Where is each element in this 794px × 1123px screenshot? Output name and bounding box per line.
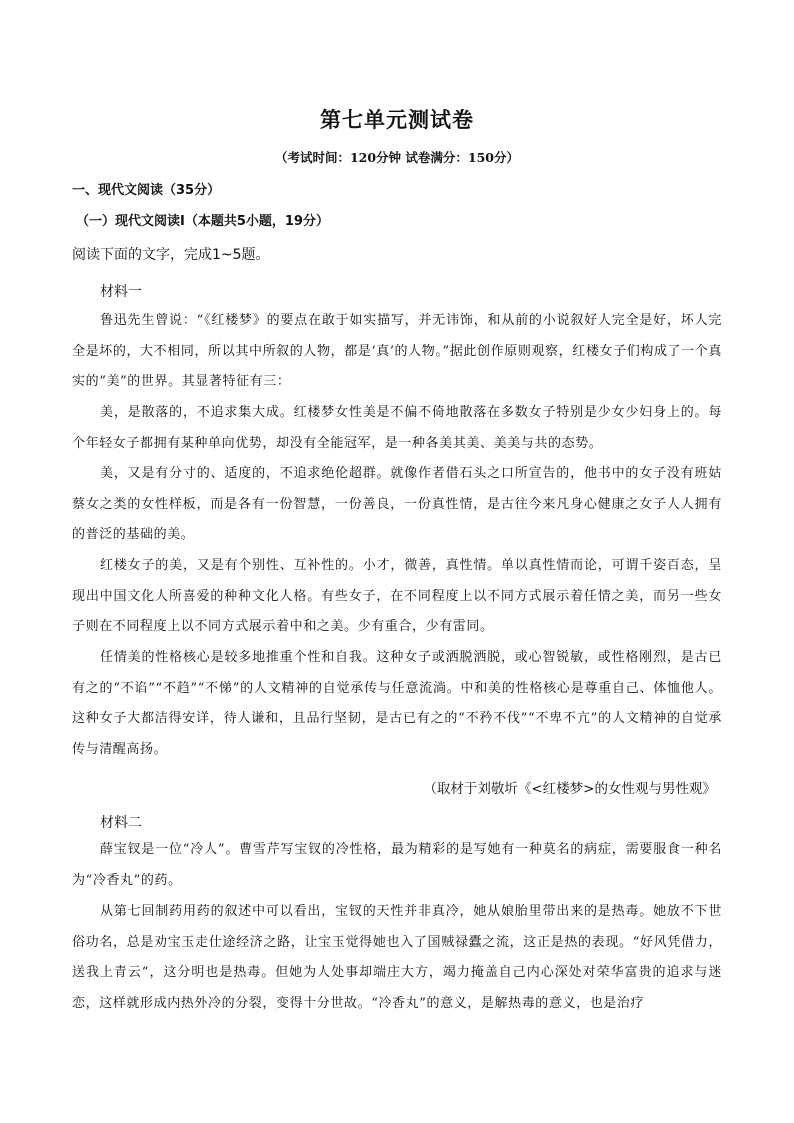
paragraph: 鲁迅先生曾说：“《红楼梦》的要点在敢于如实描写，并无讳饰，和从前的小说叙好人完全是好，坏人完全是坏的，大不相同，所以其中所叙的人物，都是‘真’的人物。”据此创作原则观察，红楼女子们构成了一个真实的“美”的世界。其显著特征有三：	[72, 313, 722, 389]
paragraph: 任情美的性格核心是较多地推重个性和自我。这种女子或洒脱洒脱，或心智锐敏，或性格刚烈，是古已有之的“不谄”“不趋”“不悌”的人文精神的自觉承传与任意流淌。中和美的性格核心是尊重自己、体恤他人。这种女子大都洁得安详，待人谦和，且品行坚韧，是古已有之的“不矜不伐”“不卑不亢”的人文精神的自觉承传与清醒高扬。	[72, 650, 722, 757]
page-title: 第七单元测试卷	[320, 108, 474, 132]
section-heading: 一、现代文阅读（35分）	[72, 183, 221, 198]
instruction-text: 阅读下面的文字，完成1~5题。	[72, 247, 270, 263]
material-one-label: 材料一	[100, 284, 142, 300]
subsection-heading: （一）现代文阅读Ⅰ（本题共5小题，19分）	[76, 214, 329, 229]
paragraph: 美，又是有分寸的、适度的，不追求绝伦超群。就像作者借石头之口所宣告的，他书中的女子没有班姑蔡女之类的女性样板，而是各有一份智慧，一份善良，一份真性情，是古往今来凡身心健康之女子人人拥有的普泛的基础的美。	[72, 466, 722, 542]
paragraph: 红楼女子的美，又是有个别性、互补性的。小才，微善，真性情。单以真性情而论，可谓千姿百态，呈现出中国文化人所喜爱的种种文化人格。有些女子，在不同程度上以不同方式展示着任情之美，而另一些女子则在不同程度上以不同方式展示着中和之美。少有重合，少有雷同。	[72, 558, 722, 634]
source-citation: （取材于刘敬圻《<红楼梦>的女性观与男性观》	[423, 781, 716, 797]
paragraph: 美，是散落的，不追求集大成。红楼梦女性美是不偏不倚地散落在多数女子特别是少女少妇身上的。每个年轻女子都拥有某种单向优势，却没有全能冠军，是一种各美其美、美美与共的态势。	[72, 405, 722, 451]
material-two-label: 材料二	[100, 815, 142, 831]
exam-info: （考试时间：120分钟 试卷满分：150分）	[274, 150, 520, 165]
paragraph: 薛宝钗是一位“冷人”。曹雪芹写宝钗的冷性格，最为精彩的是写她有一种莫名的病症，需要服食一种名为“冷香丸”的药。	[72, 842, 722, 888]
paragraph: 从第七回制药用药的叙述中可以看出，宝钗的天性并非真冷，她从娘胎里带出来的是热毒。她放不下世俗功名，总是劝宝玉走仕途经济之路，让宝玉觉得她也入了国贼禄蠹之流，这正是热的表现。“好风凭借力，送我上青云”，这分明也是热毒。但她为人处事却端庄大方，竭力掩盖自己内心深处对荣华富贵的追求与迷恋，这样就形成内热外冷的分裂，变得十分世故。“冷香丸”的意义，是解热毒的意义，也是治疗	[72, 904, 722, 1011]
